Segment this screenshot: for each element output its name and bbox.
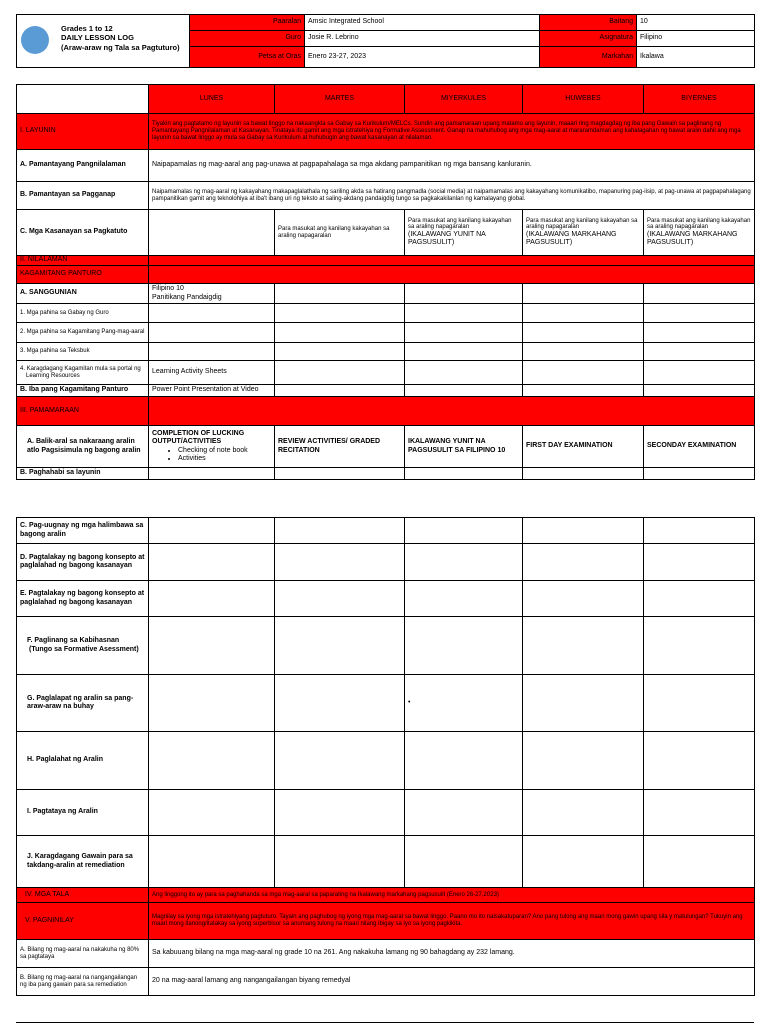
empty-cell (405, 361, 523, 385)
empty-cell (149, 468, 275, 480)
empty-cell (275, 304, 405, 323)
pangnilalaman-label: A. Pamantayang Pangnilalaman (17, 150, 149, 182)
kagamitan-pang-mag-aaral-label: 2. Mga pahina sa Kagamitang Pang-mag-aaral (17, 323, 149, 343)
markahan-value: Ikalawa (637, 47, 755, 68)
step-c-label: C. Pag-uugnay ng mga halimbawa sa bagong aralin (17, 518, 149, 544)
step-i-label: I. Pagtataya ng Aralin (17, 790, 149, 836)
nilalaman-label: II. NILALAMAN (17, 256, 149, 266)
pamamaraan-label: III. PAMAMARAAN (17, 397, 149, 426)
empty-cell (405, 581, 523, 617)
baitang-label: Baitang (540, 15, 637, 31)
empty-cell (275, 790, 405, 836)
empty-cell (405, 343, 523, 361)
empty-cell (644, 343, 755, 361)
portal-line-2: Learning Resources (26, 372, 80, 379)
empty-cell (405, 284, 523, 304)
corner-cell (17, 85, 149, 114)
empty-cell (644, 544, 755, 581)
empty-cell (149, 343, 275, 361)
bilang-a-label: A. Bilang ng mag-aaral na nakakuha ng 80% sa pagtataya (17, 940, 149, 968)
bilang-b-value: 20 na mag-aaral lamang ang nangangailangan biyang remedyal (149, 968, 755, 996)
header-title (61, 24, 180, 52)
guro-value: Josie R. Lebrino (305, 31, 540, 47)
empty-cell (275, 836, 405, 888)
empty-cell (405, 790, 523, 836)
kasanayan-huwebes (523, 210, 644, 256)
petsa-value: Enero 23-27, 2023 (305, 47, 540, 68)
paghahabi-label: B. Paghahabi sa layunin (17, 468, 149, 480)
empty-cell (644, 468, 755, 480)
bilang-a-value: Sa kabuuang bilang na mga mag-aaral ng grade 10 na 261. Ang nakakuha lamang ng 90 bahagdang ay 232 lamang. (149, 940, 755, 968)
empty-cell (523, 304, 644, 323)
empty-cell (275, 343, 405, 361)
step-g-bullet: • (405, 675, 523, 732)
kasanayan-label: C. Mga Kasanayan sa Pagkatuto (17, 210, 149, 256)
header-table (16, 14, 755, 68)
asignatura-value: Filipino (637, 31, 755, 47)
empty-cell (149, 790, 275, 836)
pagninilay-label: V. PAGNINILAY (17, 903, 149, 940)
empty-cell (644, 617, 755, 675)
tala-text: Ang linggong ito ay para sa paghahanda sa mga mag-aaral sa paparating na Ikalawang markahang pagsusulit (Enero 26-27,2023) (149, 888, 755, 903)
title-line-1: Grades 1 to 12 (61, 24, 113, 33)
gabay-label: 1. Mga pahina sa Gabay ng Guro (17, 304, 149, 323)
baitang-value: 10 (637, 15, 755, 31)
step-f-line-1: F. Paglinang sa Kabihasnan (27, 637, 120, 645)
empty-cell (275, 323, 405, 343)
empty-cell (523, 518, 644, 544)
portal-label (17, 361, 149, 385)
empty-cell (275, 617, 405, 675)
nilalaman-fill (149, 256, 755, 266)
step-g-label: G. Paglalapat ng aralin sa pang-araw-araw na buhay (17, 675, 149, 732)
empty-cell (275, 468, 405, 480)
title-line-2: DAILY LESSON LOG (61, 33, 134, 43)
empty-cell (644, 732, 755, 790)
step-f-line-2: (Tungo sa Formative Asessment) (29, 645, 139, 653)
empty-cell (644, 518, 755, 544)
empty-cell (405, 323, 523, 343)
empty-cell (405, 518, 523, 544)
empty-cell (149, 323, 275, 343)
empty-cell (523, 617, 644, 675)
kasanayan-huwebes-text: Para masukat ang kanilang kakayahan sa araling napagaralan (526, 217, 638, 231)
empty-cell (275, 544, 405, 581)
kasanayan-biyernes-text: Para masukat ang kanilang kakayahan sa araling napagaralan (647, 217, 751, 231)
empty-cell (149, 836, 275, 888)
empty-cell (644, 323, 755, 343)
paaralan-value: Amsic Integrated School (305, 15, 540, 31)
bilang-b-label: B. Bilang ng mag-aaral na nangangailangan ng iba pang gawain para sa remediation (17, 968, 149, 996)
empty-cell (275, 518, 405, 544)
iba-value: Power Point Presentation at Video (149, 385, 275, 397)
day-martes: MARTES (275, 85, 405, 114)
empty-cell (523, 468, 644, 480)
step-d-label: D. Pagtalakay ng bagong konsepto at paglalahad ng bagong kasanayan (17, 544, 149, 581)
step-j-label: J. Karagdagang Gawain para sa takdang-aralin at remediation (17, 836, 149, 888)
kasanayan-lunes (149, 210, 275, 256)
empty-cell (644, 385, 755, 397)
balik-lunes-item: • Activities (178, 455, 271, 463)
balik-lunes-item: • Checking of note book (178, 447, 271, 455)
day-huwebes: HUWEBES (523, 85, 644, 114)
portal-line-1: 4. Karagdagang Kagamitan mula sa portal ng (20, 365, 141, 372)
empty-cell (405, 732, 523, 790)
balik-lunes-title: COMPLETION OF LUCKING OUTPUT/ACTIVITIES (152, 430, 245, 446)
empty-cell (523, 284, 644, 304)
empty-cell (405, 385, 523, 397)
day-miyerkules: MIYERKULES (405, 85, 523, 114)
sanggunian-label: A. SANGGUNIAN (17, 284, 149, 304)
empty-cell (405, 468, 523, 480)
petsa-label: Petsa at Oras (190, 47, 305, 68)
empty-cell (149, 617, 275, 675)
empty-cell (523, 836, 644, 888)
empty-cell (149, 518, 275, 544)
balik-aral-label: A. Balik-aral sa nakaraang aralin atlo Pagsisimula ng bagong aralin (17, 426, 149, 468)
empty-cell (275, 581, 405, 617)
empty-cell (149, 581, 275, 617)
empty-cell (644, 675, 755, 732)
pagganap-text: Naipamamalas ng mag-aaral ng kakayahang makapaglalathala ng sariling akda sa hatirang pangmadla (social media) at naipamamalas ang kakayahang komunikatibo, mapanuring pag-iisip, at pag-unawa at pagpapahalagang pampanitikan gamit ang teknolohiya at iba't ibang uri ng teksto at saling-akdang pandaigdig tungo sa pagkakakilanlan ng kamalayang global. (149, 182, 755, 210)
kagamitan-fill (149, 266, 755, 284)
empty-cell (275, 675, 405, 732)
empty-cell (523, 343, 644, 361)
empty-cell (149, 675, 275, 732)
kasanayan-miyerkules (405, 210, 523, 256)
empty-cell (644, 284, 755, 304)
tala-label: IV. MGA TALA (17, 888, 149, 903)
empty-cell (644, 361, 755, 385)
sanggunian-line-2: Panitikang Pandaigdig (152, 293, 222, 301)
pagganap-label: B. Pamantayan sa Pagganap (17, 182, 149, 210)
sanggunian-line-1: Filipino 10 (152, 285, 184, 293)
deped-logo (21, 26, 49, 54)
empty-cell (523, 544, 644, 581)
balik-martes: REVIEW ACTIVITIES/ GRADED RECITATION (275, 426, 405, 468)
empty-cell (644, 581, 755, 617)
empty-cell (275, 361, 405, 385)
pangnilalaman-text: Naipapamalas ng mag-aaral ang pag-unawa at pagpapahalaga sa mga akdang pampanitikan ng mga bansang kanluranin. (149, 150, 755, 182)
guro-label: Guro (190, 31, 305, 47)
sanggunian-value (149, 284, 275, 304)
header-title-cell (17, 15, 190, 68)
kasanayan-martes: Para masukat ang kanilang kakayahan sa araling napagaralan (275, 210, 405, 256)
portal-value: Learning Activity Sheets (149, 361, 275, 385)
lesson-log-table-continued (16, 517, 755, 996)
balik-miyerkules: IKALAWANG YUNIT NA PAGSUSULIT SA FILIPINO 10 (405, 426, 523, 468)
empty-cell (275, 284, 405, 304)
kasanayan-biyernes-note: (IKALAWANG MARKAHANG PAGSUSULIT) (647, 231, 738, 247)
empty-cell (405, 544, 523, 581)
layunin-text: Tiyakin ang pagtatamo ng layunin sa bawat linggo na nakaangkla sa Gabay sa Kurikulum/MELCs. Sundin ang pamamaraan upang matamo ang layunin, maaari ring magdagdag ng iba pang Gawain sa paglinang ng Pamantayang Pangnilalaman at Kasanayan. Tinataya ito gamit ang mga istratehiya ng Formative Assessment. Ganap na mahuhubog ang mga mag-aaral at mararamdaman ang kahalagahan ng bawat aralin dahil ang mga layunin sa bawat linggo ay mula sa Gabay sa Kurikulum at huhubugin ang bawat kasanayan at nilalaman. (149, 114, 755, 150)
empty-cell (523, 385, 644, 397)
empty-cell (644, 790, 755, 836)
empty-cell (405, 617, 523, 675)
empty-cell (644, 304, 755, 323)
kasanayan-miyerkules-note: (IKALAWANG YUNIT NA PAGSUSULIT) (408, 231, 486, 247)
balik-lunes (149, 426, 275, 468)
empty-cell (523, 323, 644, 343)
empty-cell (523, 581, 644, 617)
empty-cell (149, 732, 275, 790)
empty-cell (523, 732, 644, 790)
iba-label: B. Iba pang Kagamitang Panturo (17, 385, 149, 397)
paaralan-label: Paaralan (190, 15, 305, 31)
step-h-label: H. Paglalahat ng Aralin (17, 732, 149, 790)
pamamaraan-fill (149, 397, 755, 426)
balik-huwebes: FIRST DAY EXAMINATION (523, 426, 644, 468)
step-e-label: E. Pagtalakay ng bagong konsepto at paglalahad ng bagong kasanayan (17, 581, 149, 617)
kagamitan-label: KAGAMITANG PANTURO (17, 266, 149, 284)
markahan-label: Markahan (540, 47, 637, 68)
empty-cell (275, 385, 405, 397)
step-f-label (17, 617, 149, 675)
empty-cell (523, 361, 644, 385)
empty-cell (405, 836, 523, 888)
empty-cell (149, 544, 275, 581)
layunin-label: I. LAYUNIN (17, 114, 149, 150)
day-biyernes: BIYERNES (644, 85, 755, 114)
asignatura-label: Asignatura (540, 31, 637, 47)
empty-cell (523, 790, 644, 836)
day-lunes: LUNES (149, 85, 275, 114)
empty-cell (523, 675, 644, 732)
empty-cell (275, 732, 405, 790)
title-line-3: (Araw-araw ng Tala sa Pagtuturo) (61, 42, 180, 52)
balik-biyernes: SECONDAY EXAMINATION (644, 426, 755, 468)
pagninilay-text: Magnilay sa iyong mga istratehiyang pagtuturo. Tayain ang paghubog ng iyong mga mag-aaral sa bawat linggo. Paano mo ito naisakatuparan? Ano pang tulong ang maari mong gawin upang sila y matulungan? Tukuyin ang maari mong itanong/itaIakay sa iyong superbisor sa anumang tulong na maari nilang ibigay sa iyo sa iyong pagkikita. (149, 903, 755, 940)
empty-cell (405, 304, 523, 323)
lesson-log-table (16, 84, 755, 480)
kasanayan-miyerkules-text: Para masukat ang kanilang kakayahan sa araling napagaralan (408, 217, 512, 231)
empty-cell (644, 836, 755, 888)
teksbuk-label: 3. Mga pahina sa Teksbuk (17, 343, 149, 361)
kasanayan-biyernes (644, 210, 755, 256)
empty-cell (149, 304, 275, 323)
kasanayan-huwebes-note: (IKALAWANG MARKAHANG PAGSUSULIT) (526, 231, 617, 247)
